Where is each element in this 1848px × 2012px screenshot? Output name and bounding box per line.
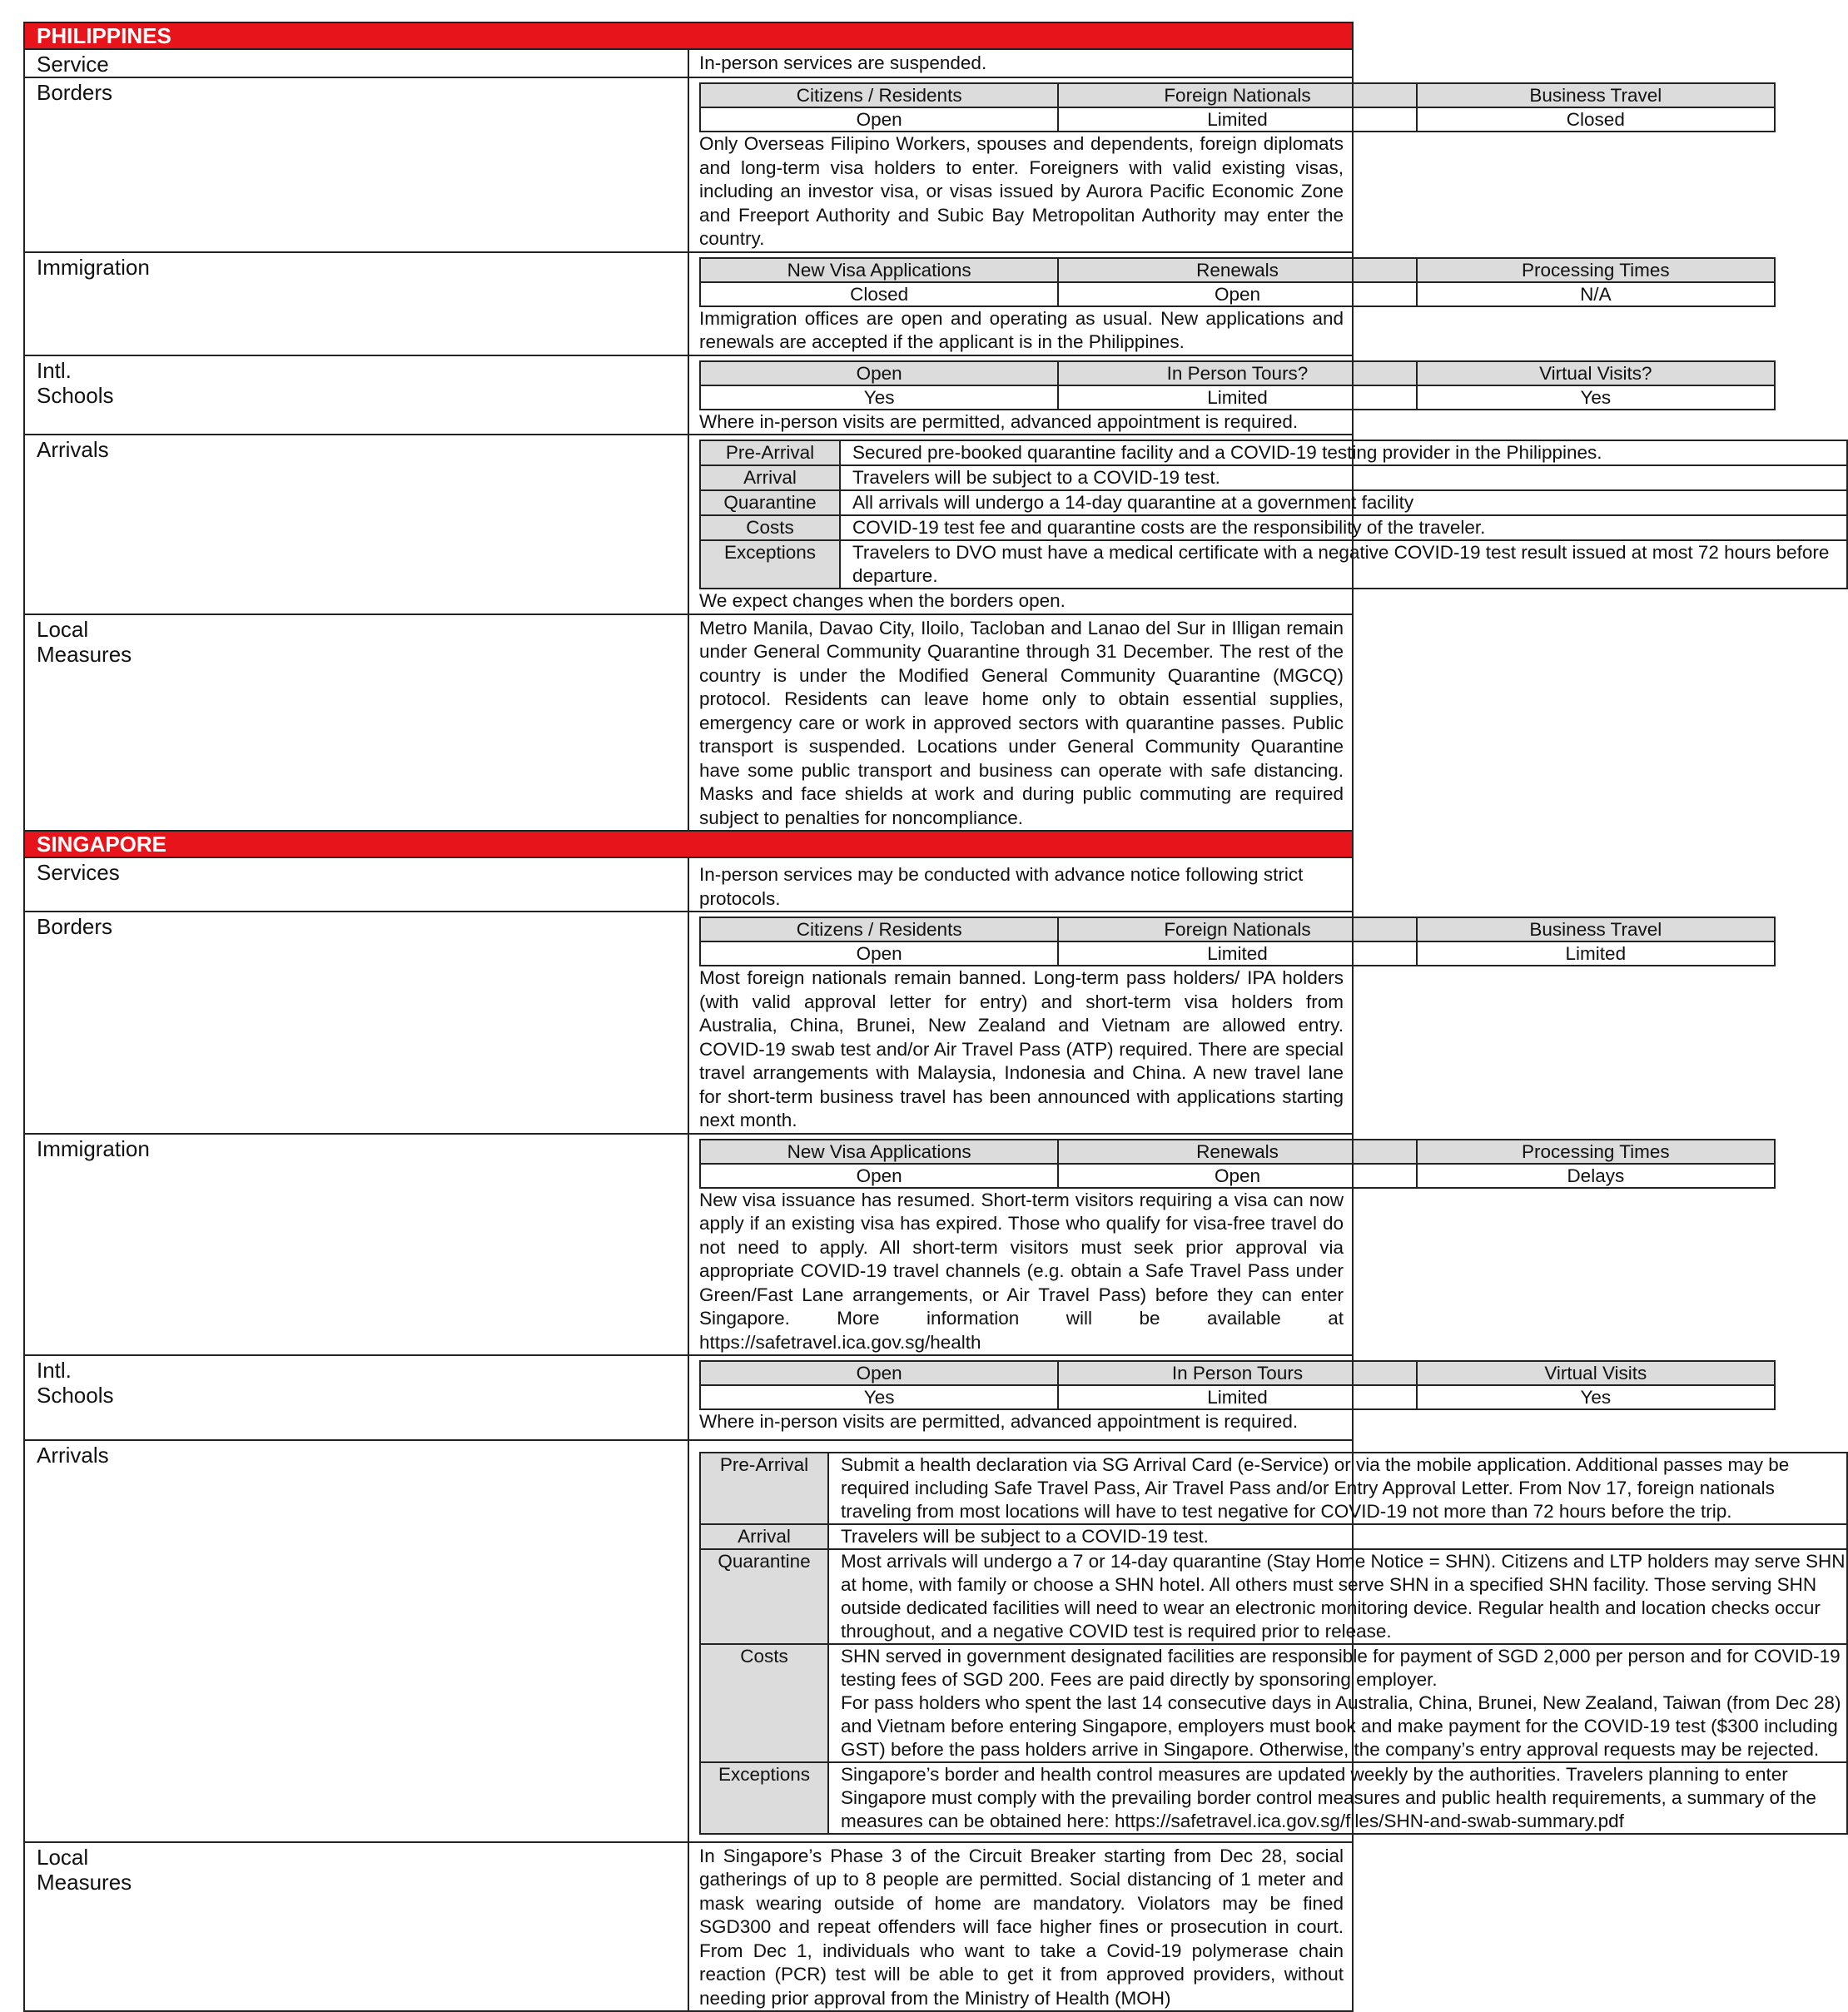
row-label: Immigration bbox=[24, 1134, 688, 1356]
arrivals-text: SHN served in government designated facilities are responsible for payment of SGD 2,000 per person and for COVID-19 testing fees of SGD 200. Fees are paid directly by sponsoring employer. bbox=[841, 1645, 1841, 1690]
arrivals-text: Travelers to DVO must have a medical certificate with a negative COVID-19 test result issued at most 72 hours before departure. bbox=[840, 540, 1847, 589]
row-label: Measures bbox=[37, 1869, 132, 1895]
status-header: Virtual Visits bbox=[1417, 1361, 1775, 1385]
immigration-note: Immigration offices are open and operating as usual. New applications and renewals are accepted if the applicant is in the Philippines. bbox=[699, 307, 1344, 352]
country-header-philippines bbox=[24, 22, 1353, 49]
row-schools bbox=[24, 1355, 1353, 1440]
row-schools bbox=[24, 355, 1353, 435]
borders-status-table bbox=[699, 917, 1776, 966]
status-value: Limited bbox=[1058, 941, 1416, 966]
arrivals-key: Costs bbox=[700, 515, 840, 540]
local-measures-text: Metro Manila, Davao City, Iloilo, Tacloban and Lanao del Sur in Illigan remain under General Community Quarantine through 31 December. The rest of the country is under the Modified General Community Quarantine (MGCQ) protocol. Residents can leave home only to obtain essential supplies, emergency care or work in approved sectors with quarantine passes. Public transport is suspended. Locations under General Community Quarantine have some public transport and business can operate with safe distancing. Masks and face shields at work and during public commuting are required subject to penalties for noncompliance. bbox=[688, 614, 1353, 832]
arrivals-row bbox=[700, 1644, 1847, 1762]
country-title: SINGAPORE bbox=[24, 831, 1353, 857]
service-text: In-person services may be conducted with advance notice following strict protocols. bbox=[688, 857, 1353, 912]
row-borders bbox=[24, 77, 1353, 252]
schools-note: Where in-person visits are permitted, advanced appointment is required. bbox=[699, 410, 1299, 432]
status-value: Yes bbox=[1417, 1385, 1775, 1409]
status-value: Closed bbox=[1417, 107, 1775, 132]
row-service bbox=[24, 857, 1353, 912]
arrivals-key: Pre-Arrival bbox=[700, 1453, 828, 1524]
status-header: Open bbox=[700, 1361, 1058, 1385]
arrivals-key: Arrival bbox=[700, 1524, 828, 1549]
status-header: Virtual Visits? bbox=[1417, 361, 1775, 385]
arrivals-text: Travelers will be subject to a COVID-19 test. bbox=[828, 1524, 1847, 1549]
arrivals-table bbox=[699, 1452, 1848, 1835]
arrivals-key: Exceptions bbox=[700, 1762, 828, 1834]
status-header: Foreign Nationals bbox=[1058, 917, 1416, 941]
document-page bbox=[23, 22, 1846, 2012]
status-value: Yes bbox=[700, 385, 1058, 410]
status-header: Citizens / Residents bbox=[700, 83, 1058, 107]
arrivals-row bbox=[700, 540, 1847, 589]
row-label: Intl. bbox=[37, 1358, 72, 1383]
arrivals-text: COVID-19 test fee and quarantine costs are the responsibility of the traveler. bbox=[840, 515, 1847, 540]
arrivals-key: Exceptions bbox=[700, 540, 840, 589]
borders-note: Most foreign nationals remain banned. Long-term pass holders/ IPA holders (with valid approval letter for entry) and short-term visa holders from Australia, China, Brunei, New Zealand and Vietnam are allowed entry. COVID-19 swab test and/or Air Travel Pass (ATP) required. There are special travel arrangements with Malaysia, Indonesia and China. A new travel lane for short-term business travel has been announced with applications starting next month. bbox=[699, 967, 1344, 1130]
status-value: Open bbox=[1058, 1164, 1416, 1188]
arrivals-row bbox=[700, 490, 1847, 515]
row-label: Schools bbox=[37, 382, 114, 408]
arrivals-row bbox=[700, 440, 1847, 465]
row-label: Local bbox=[37, 616, 89, 642]
arrivals-text: All arrivals will undergo a 14-day quarantine at a government facility bbox=[840, 490, 1847, 515]
row-arrivals bbox=[24, 1440, 1353, 1842]
status-header: Open bbox=[700, 361, 1058, 385]
row-local-measures bbox=[24, 614, 1353, 832]
borders-status-table bbox=[699, 82, 1776, 132]
status-header: Citizens / Residents bbox=[700, 917, 1058, 941]
row-service bbox=[24, 49, 1353, 77]
status-value: Open bbox=[1058, 282, 1416, 306]
arrivals-key: Arrival bbox=[700, 465, 840, 490]
status-value: Open bbox=[700, 107, 1058, 132]
row-label: Services bbox=[24, 857, 688, 912]
status-value: Limited bbox=[1058, 1385, 1416, 1409]
country-header-singapore bbox=[24, 831, 1353, 857]
row-label: Schools bbox=[37, 1383, 114, 1408]
row-label: Service bbox=[24, 49, 688, 77]
arrivals-key: Quarantine bbox=[700, 490, 840, 515]
country-title: PHILIPPINES bbox=[24, 22, 1353, 49]
row-immigration bbox=[24, 1134, 1353, 1356]
row-local-measures bbox=[24, 1842, 1353, 2012]
schools-status-table bbox=[699, 360, 1776, 410]
row-borders bbox=[24, 912, 1353, 1134]
schools-note: Where in-person visits are permitted, advanced appointment is required. bbox=[699, 1411, 1299, 1432]
row-label: Borders bbox=[24, 912, 688, 1134]
arrivals-table bbox=[699, 440, 1848, 589]
arrivals-key: Pre-Arrival bbox=[700, 440, 840, 465]
arrivals-text: Submit a health declaration via SG Arrival Card (e-Service) or via the mobile application. Additional passes may be required including Safe Travel Pass, Air Travel Pass and/or Entry Approval Letter. From Nov 17, foreign nationals traveling from most locations will have to test negative for COVID-19 not more than 72 hours before the trip. bbox=[828, 1453, 1847, 1524]
status-value: Closed bbox=[700, 282, 1058, 306]
arrivals-row bbox=[700, 1453, 1847, 1524]
immigration-note: New visa issuance has resumed. Short-term visitors requiring a visa can now apply if an existing visa has expired. Those who qualify for visa-free travel do not need to apply. All short-term visitors must seek prior approval via appropriate COVID-19 travel channels (e.g. obtain a Safe Travel Pass under Green/Fast Lane arrangements, or Air Travel Pass) before they can enter Singapore. More information will be available at https://safetravel.ica.gov.sg/health bbox=[699, 1189, 1344, 1353]
row-label: Measures bbox=[37, 641, 132, 667]
arrivals-text: Travelers will be subject to a COVID-19 test. bbox=[840, 465, 1847, 490]
schools-status-table bbox=[699, 1360, 1776, 1410]
immigration-status-table bbox=[699, 257, 1776, 307]
row-arrivals bbox=[24, 435, 1353, 614]
immigration-status-table bbox=[699, 1139, 1776, 1189]
arrivals-key: Costs bbox=[700, 1644, 828, 1762]
arrivals-row bbox=[700, 1549, 1847, 1644]
status-value: Limited bbox=[1417, 941, 1775, 966]
status-value: Yes bbox=[700, 1385, 1058, 1409]
row-label: Arrivals bbox=[24, 435, 688, 614]
status-header: Renewals bbox=[1058, 258, 1416, 282]
arrivals-note: We expect changes when the borders open. bbox=[699, 590, 1066, 611]
row-label: Local bbox=[37, 1844, 89, 1870]
arrivals-key: Quarantine bbox=[700, 1549, 828, 1644]
row-label: Borders bbox=[24, 77, 688, 252]
status-header: Business Travel bbox=[1417, 83, 1775, 107]
status-value: Limited bbox=[1058, 385, 1416, 410]
row-label: Arrivals bbox=[24, 1440, 688, 1842]
arrivals-text: Singapore’s border and health control measures are updated weekly by the authorities. Travelers planning to enter Singapore must comply with the prevailing border control measures and public health requirements, a summary of the measures can be obtained here: https://safetravel.ica.gov.sg/files/SHN-and-swab-summary.pdf bbox=[828, 1762, 1847, 1834]
arrivals-row bbox=[700, 515, 1847, 540]
status-value: Open bbox=[700, 1164, 1058, 1188]
status-value: Open bbox=[700, 941, 1058, 966]
status-header: Processing Times bbox=[1417, 1140, 1775, 1164]
status-value: Limited bbox=[1058, 107, 1416, 132]
arrivals-text: Most arrivals will undergo a 7 or 14-day quarantine (Stay Home Notice = SHN). Citizens and LTP holders may serve SHN at home, with family or choose a SHN hotel. All others must serve SHN in a specified SHN facility. Those serving SHN outside dedicated facilities will need to wear an electronic monitoring device. Regular health and location checks occur throughout, and a negative COVID test is required prior to release. bbox=[828, 1549, 1847, 1644]
status-header: In Person Tours? bbox=[1058, 361, 1416, 385]
status-value: N/A bbox=[1417, 282, 1775, 306]
row-label: Immigration bbox=[24, 252, 688, 355]
arrivals-row bbox=[700, 465, 1847, 490]
borders-note: Only Overseas Filipino Workers, spouses and dependents, foreign diplomats and long-term visa holders to enter. Foreigners with valid existing visas, including an investor visa, or visas issued by Aurora Pacific Economic Zone and Freeport Authority and Subic Bay Metropolitan Authority may enter the country. bbox=[699, 133, 1344, 249]
row-immigration bbox=[24, 252, 1353, 355]
country-table bbox=[23, 22, 1846, 2012]
arrivals-row bbox=[700, 1762, 1847, 1834]
status-value: Delays bbox=[1417, 1164, 1775, 1188]
status-value: Yes bbox=[1417, 385, 1775, 410]
status-header: Business Travel bbox=[1417, 917, 1775, 941]
status-header: New Visa Applications bbox=[700, 258, 1058, 282]
status-header: New Visa Applications bbox=[700, 1140, 1058, 1164]
status-header: In Person Tours bbox=[1058, 1361, 1416, 1385]
status-header: Processing Times bbox=[1417, 258, 1775, 282]
arrivals-text: Secured pre-booked quarantine facility and a COVID-19 testing provider in the Philippines. bbox=[840, 440, 1847, 465]
arrivals-row bbox=[700, 1524, 1847, 1549]
arrivals-text: For pass holders who spent the last 14 consecutive days in Australia, China, Brunei, New Zealand, Taiwan (from Dec 28) and Vietnam before entering Singapore, employers must book and make payment for the COVID-19 test ($300 including GST) before the pass holders arrive in Singapore. Otherwise, the company’s entry approval requests may be rejected. bbox=[841, 1692, 1841, 1760]
row-label: Intl. bbox=[37, 357, 72, 383]
service-text: In-person services are suspended. bbox=[688, 49, 1353, 77]
status-header: Renewals bbox=[1058, 1140, 1416, 1164]
local-measures-text: In Singapore’s Phase 3 of the Circuit Breaker starting from Dec 28, social gatherings of up to 8 people are permitted. Social distancing of 1 meter and mask wearing outside of home are mandatory. Violators may be fined SGD300 and repeat offenders will face higher fines or prosecution in court. From Dec 1, individuals who want to take a Covid-19 polymerase chain reaction (PCR) test will be able to get it from approved providers, without needing prior approval from the Ministry of Health (MOH) bbox=[688, 1842, 1353, 2012]
status-header: Foreign Nationals bbox=[1058, 83, 1416, 107]
